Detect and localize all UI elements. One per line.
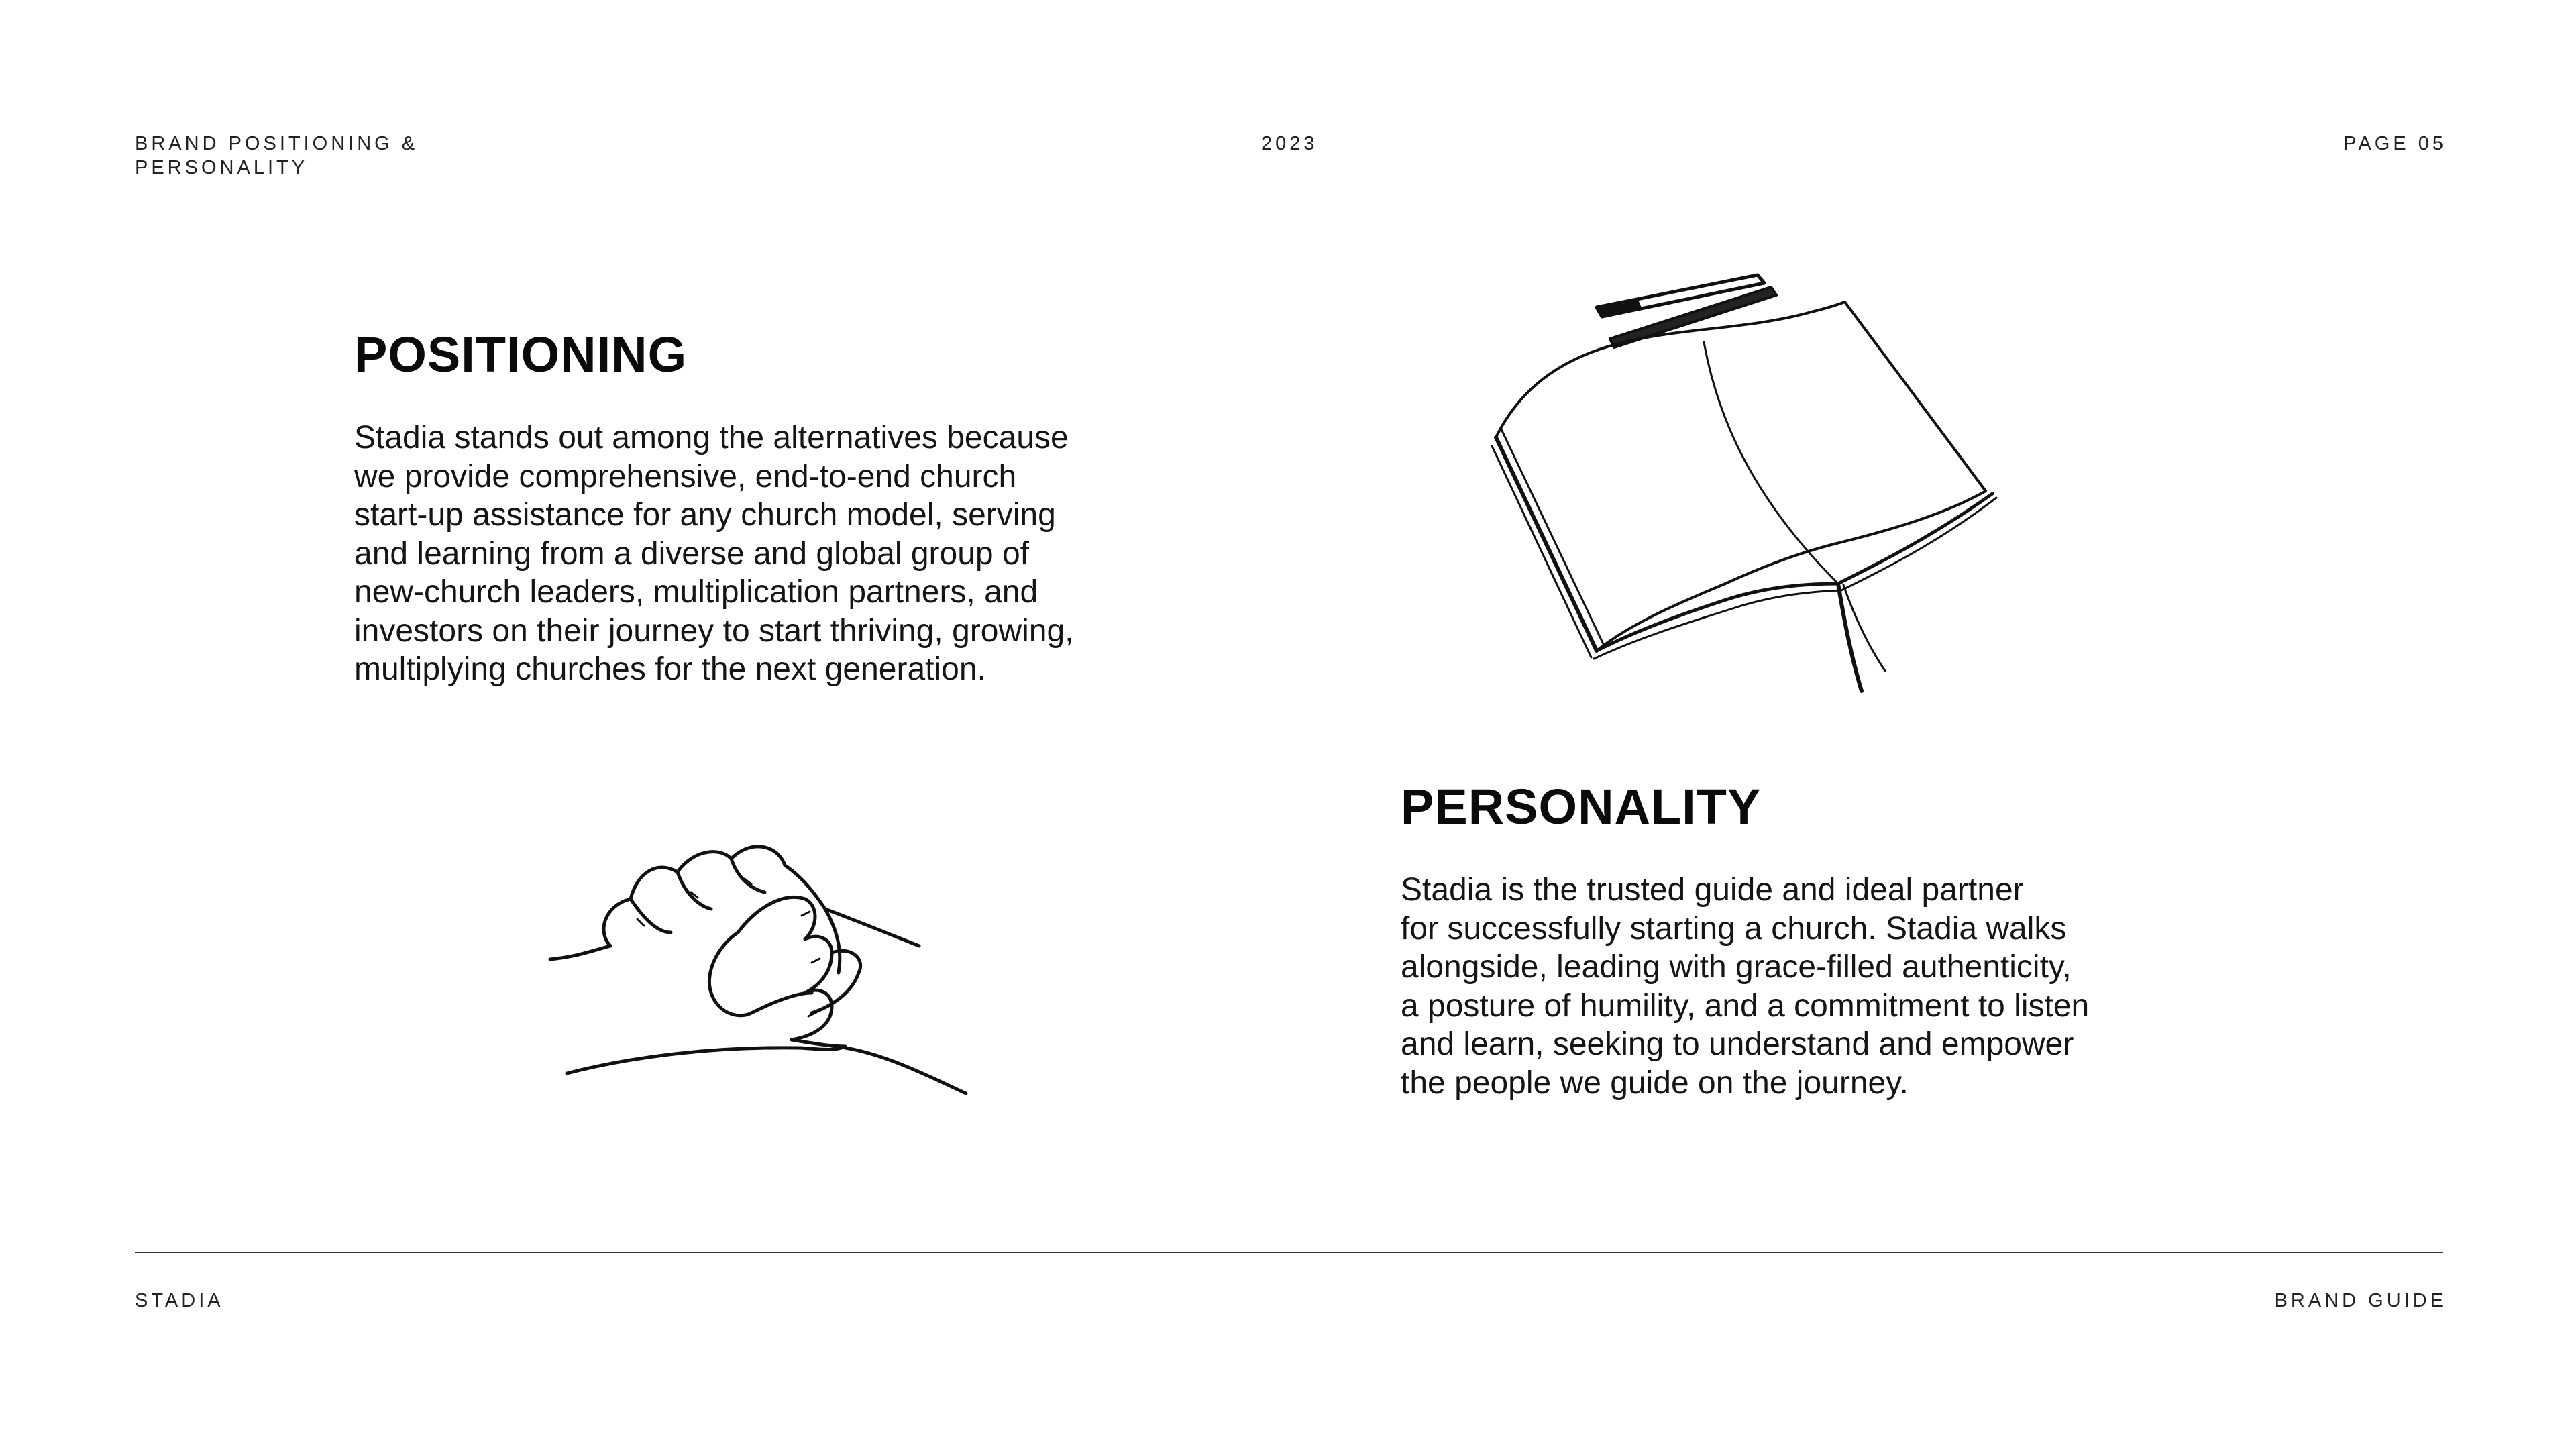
footer-divider xyxy=(135,1252,2443,1253)
header-year: 2023 xyxy=(1261,133,1318,154)
footer-brand-guide: BRAND GUIDE xyxy=(2274,1290,2447,1311)
personality-heading: PERSONALITY xyxy=(1401,779,1762,835)
clasped-hands-icon xyxy=(537,771,1073,1114)
pen-icon xyxy=(1597,275,1776,347)
header-section-label: BRAND POSITIONING & PERSONALITY xyxy=(135,133,419,178)
footer-brand: STADIA xyxy=(135,1290,224,1311)
personality-body: Stadia is the trusted guide and ideal partner for successfully starting a church. Stadia walks alongside, leading with grace-filled authenticity, a posture of humility, and a commitment to listen and learn, seeking to understand and empower the people we guide on the journey. xyxy=(1401,872,2090,1101)
positioning-body: Stadia stands out among the alternatives because we provide comprehensive, end-to-end church start-up assistance for any church model, serving and learning from a diverse and global group of new-church leaders, multiplication partners, and investors on their journey to start thriving, growing, multiplying churches for the next generation. xyxy=(354,420,1074,687)
positioning-heading: POSITIONING xyxy=(354,327,688,382)
open-book-with-pens-icon xyxy=(1476,248,2026,718)
header-page-number: PAGE 05 xyxy=(2343,133,2447,154)
